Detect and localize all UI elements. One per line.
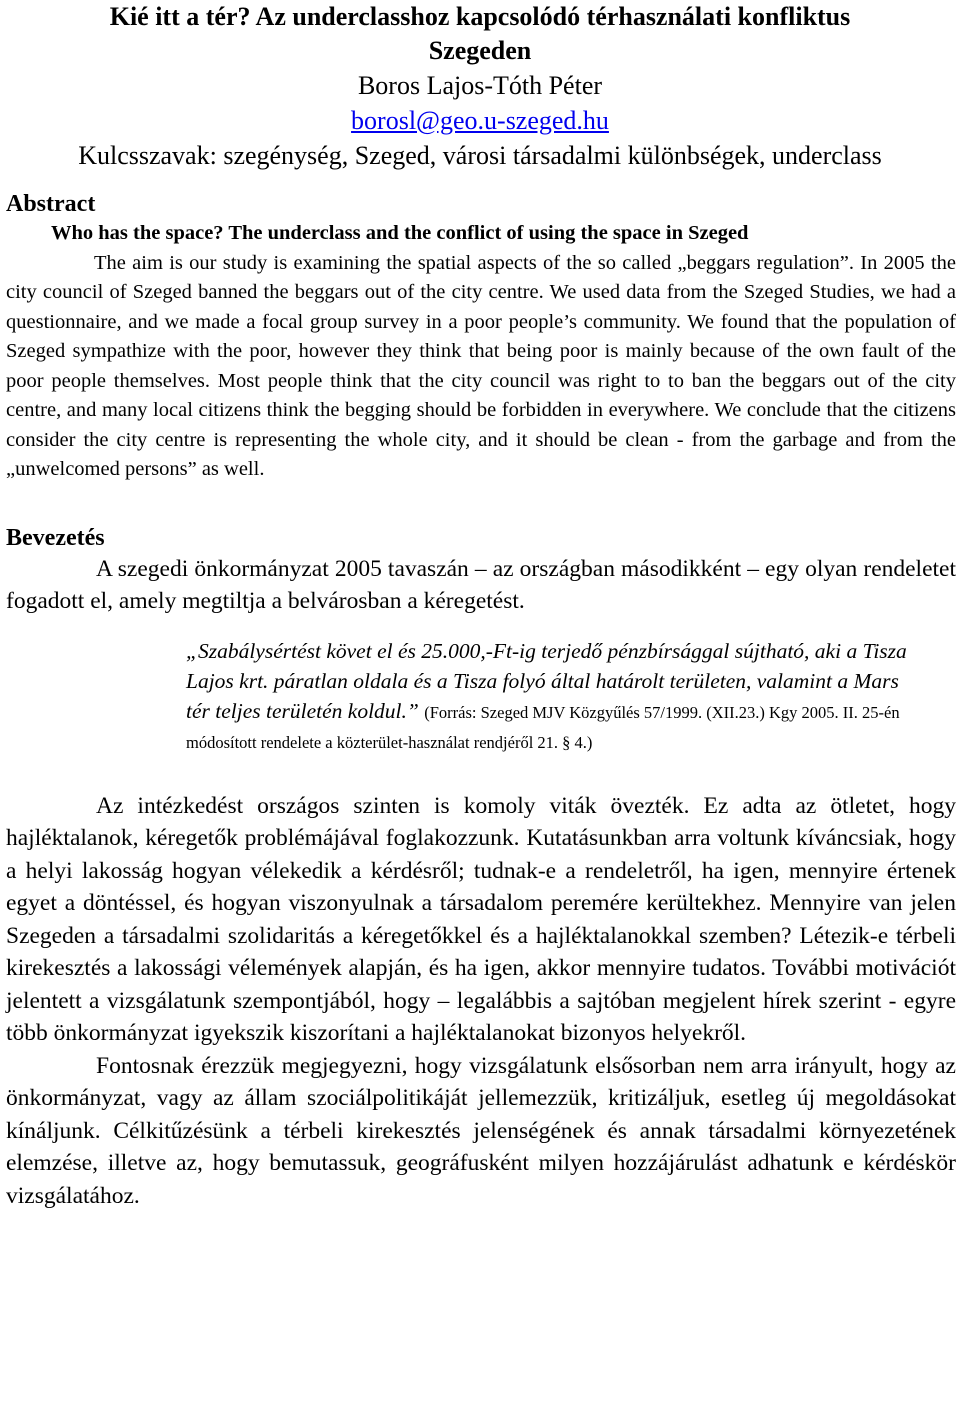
paper-header — [0, 0, 960, 173]
intro-paragraph-3 — [6, 1050, 956, 1213]
paper-title-line-1: Kié itt a tér? Az underclasshoz kapcsolódó térhasználati konfliktus — [109, 2, 851, 31]
abstract-section — [6, 219, 956, 485]
intro-paragraph-1-text: A szegedi önkormányzat 2005 tavaszán – az országban másodikként – egy olyan rendeletet fogadott el, amely megtiltja a belvárosban a kéregetést. — [6, 555, 956, 614]
abstract-title: Who has the space? The underclass and the conflict of using the space in Szeged — [51, 222, 749, 244]
regulation-quote — [186, 636, 926, 756]
regulation-quote-text: „Szabálysértést követ el és 25.000,-Ft-ig terjedő pénzbírsággal sújtható, aki a Tisza Lajos krt. páratlan oldala és a Tisza folyó által határolt területen, valamint a Mars tér teljes területén koldul.” — [186, 638, 907, 723]
author-email-link[interactable]: borosl@geo.u-szeged.hu — [351, 106, 609, 135]
regulation-quote-source: (Forrás: Szeged MJV Közgyűlés 57/1999. (XII.23.) Kgy 2005. II. 25-én módosított rendelete a közterület-használat rendjéről 21. § 4.) — [186, 702, 900, 752]
section-heading-bevezetes: Bevezetés — [6, 524, 105, 551]
paper-authors: Boros Lajos-Tóth Péter — [357, 71, 603, 100]
abstract-text: The aim is our study is examining the spatial aspects of the so called „beggars regulation”. In 2005 the city council of Szeged banned the beggars out of the city centre. We used data from the Szeged Studies, we had a questionnaire, and we made a focal group survey in a poor people’s community. We found that the population of Szeged sympathize with the poor, however they think that being poor is mainly because of the own fault of the poor people themselves. Most people think that the city council was right to to ban the beggars out of the city centre, and many local citizens think the begging should be forbidden in everywhere. We conclude that the citizens consider the city centre is representing the whole city, and it should be clean - from the garbage and from the „unwelcomed persons” as well. — [6, 251, 956, 480]
intro-paragraph-2-text: Az intézkedést országos szinten is komoly viták övezték. Ez adta az ötletet, hogy hajléktalanok, kéregetők problémájával foglakozzunk. Kutatásunkban arra voltunk kíváncsiak, hogy a helyi lakosság hogyan vélekedik a kérdésről; tudnak-e a rendeletről, ha igen, mennyire értenek egyet a döntéssel, és hogyan viszonyulnak a társadalom peremére kerültekhez. Mennyire van jelen Szegeden a társadalmi szolidaritás a kéregetőkkel és a hajléktalanokkal szemben? Létezik-e térbeli kirekesztés a lakossági vélemények alapján, és ha igen, akkor mennyire tudatos. További motivációt jelentett a vizsgálatunk szempontjából, hogy – legalábbis a sajtóban megjelent hírek szerint - egyre több önkormányzat igyekszik kiszorítani a hajléktalanokat bizonyos helyekről. — [6, 792, 956, 1046]
intro-paragraph-2 — [6, 790, 956, 1050]
paper-keywords: Kulcsszavak: szegénység, Szeged, városi társadalmi különbségek, underclass — [78, 141, 882, 170]
intro-paragraph-3-text: Fontosnak érezzük megjegyezni, hogy vizsgálatunk elsősorban nem arra irányult, hogy az önkormányzat, vagy az állam szociálpolitikáját jellemezzük, kritizáljuk, esetleg új megoldásokat kínáljunk. Célkitűzésünk a térbeli kirekesztés jelenségének és annak társadalmi környezetének elemzése, illetve az, hogy bemutassuk, geográfusként milyen hozzájárulást adhatunk e kérdéskör vizsgálatához. — [6, 1052, 956, 1209]
paper-title-line-2: Szegeden — [428, 36, 532, 65]
abstract-heading: Abstract — [6, 191, 96, 217]
intro-paragraph-1 — [6, 553, 956, 618]
